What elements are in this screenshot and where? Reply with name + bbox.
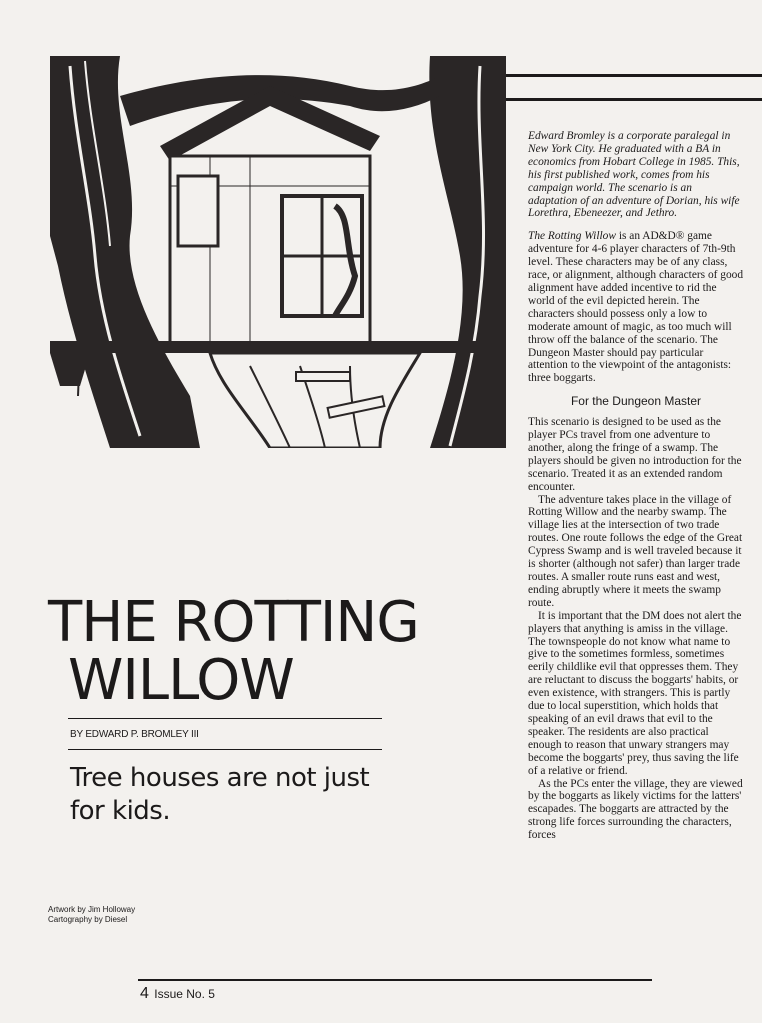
tree-house-icon	[50, 56, 506, 448]
tagline: Tree houses are not just for kids.	[70, 763, 370, 826]
footer-rule	[138, 979, 652, 981]
top-rule	[506, 74, 762, 77]
intro-text: is an AD&D® game adventure for 4-6 player characters of 7th-9th level. These characters may be of any class, race, or alignment, although characters of good alignment have added incentive to rid the world of the evil depicted herein. The characters should possess only a low to moderate amount of magic, as too much will throw off the balance of the scenario. The Dungeon Master should pay particular attention to the viewpoint of the antagonists: three boggarts.	[528, 230, 744, 385]
cartography-credit: Cartography by Diesel	[48, 915, 128, 924]
section-heading: For the Dungeon Master	[570, 394, 702, 409]
body-paragraph: The adventure takes place in the village of Rotting Willow and the nearby swamp. The village lies at the intersection of two trade routes. One route follows the edge of the Great Cypress Swamp and is well traveled because it is shorter (although not safer) than larger trade routes. A smaller route runs east and west, ending abruptly where it meets the swamp route.	[528, 493, 743, 609]
title-line-1: THE ROTTING	[48, 590, 419, 655]
article-column	[528, 130, 744, 842]
article-title	[48, 590, 428, 713]
top-rule	[506, 98, 762, 101]
body-paragraph: This scenario is designed to be used as the player PCs travel from one adventure to another, along the fringe of a swamp. The players should be given no introduction for the scenario. Treated it as an extended random encounter.	[528, 416, 742, 493]
page-footer	[140, 985, 215, 1003]
title-rule	[68, 718, 382, 719]
byline: BY EDWARD P. BROMLEY III	[70, 729, 199, 740]
body-paragraph: It is important that the DM does not alert the players that anything is amiss in the village. The townspeople do not know what name to give to the sometimes formless, sometimes eerily childlike evil that oppresses them. They are reluctant to discuss the boggarts' habits, or even existence, with strangers. This is partly due to local superstition, which holds that speaking of an evil draws that evil to the speaker. The residents are also practical enough to reason that unwary strangers may become the boggarts' prey, thus saving the life of a relative or friend.	[528, 609, 742, 777]
page-number: 4	[140, 985, 149, 1002]
credits	[48, 905, 135, 925]
author-bio: Edward Bromley is a corporate paralegal in New York City. He graduated with a BA in economics from Hobart College in 1985. This, his first published work, comes from his campaign world. The scenario is an adaptation of an adventure of Dorian, his wife Lorethra, Ebeneezer, and Jethro.	[528, 130, 740, 220]
byline-rule	[68, 749, 382, 750]
body-paragraph: As the PCs enter the village, they are viewed by the boggarts as likely victims for the latters' escapades. The boggarts are attracted by the strong life forces surrounding the characters, forces	[528, 777, 743, 842]
title-line-2: WILLOW	[68, 648, 294, 713]
issue-label: Issue No. 5	[154, 987, 215, 1001]
intro-title: The Rotting Willow	[528, 230, 616, 243]
intro-paragraph	[528, 230, 744, 385]
artwork-credit: Artwork by Jim Holloway	[48, 905, 136, 914]
tree-house-illustration	[50, 56, 506, 448]
